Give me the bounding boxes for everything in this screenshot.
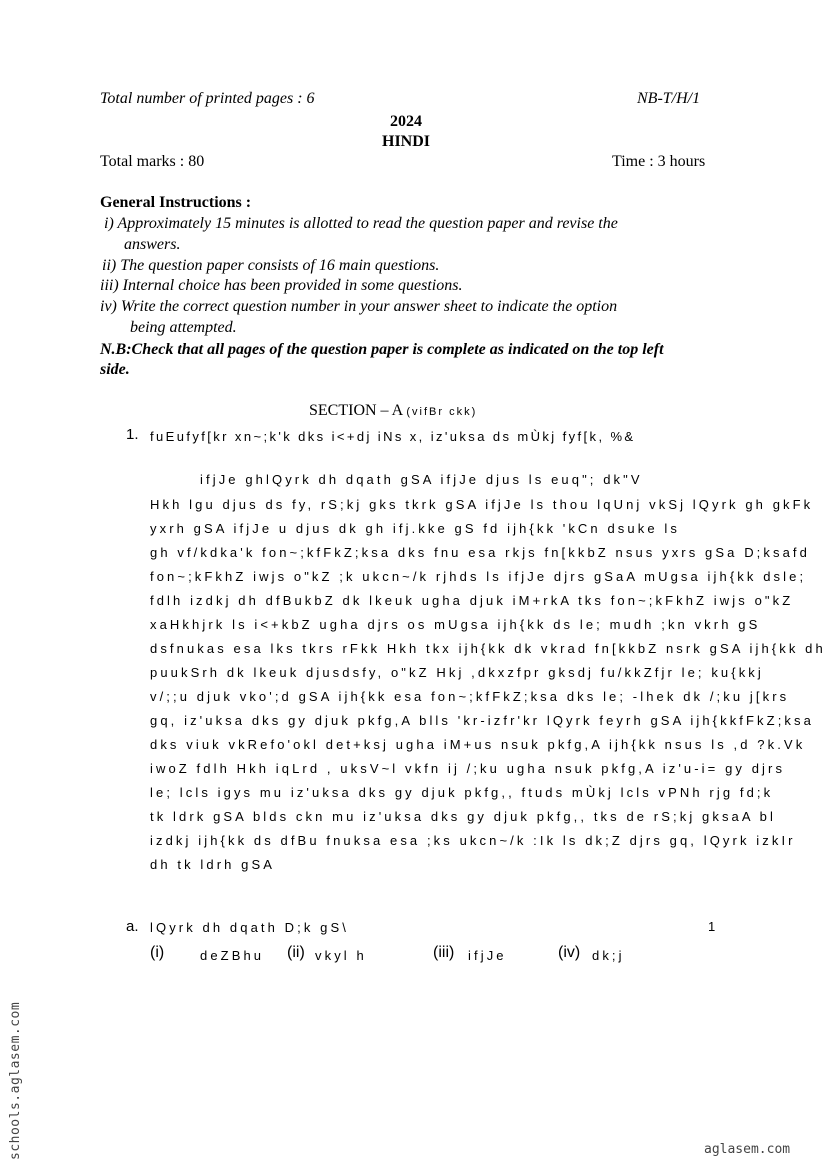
nb-note: N.B:Check that all pages of the question paper is complete as indicated on the top left [100, 341, 664, 358]
passage-line: izdkj ijh{kk ds dfBu fnuksa esa ;ks ukcn~/k :Ik ls dk;Z djrs gq, lQyrk izkIr [150, 833, 796, 848]
subquestion-marks: 1 [708, 919, 716, 934]
option-number: (i) [150, 944, 165, 961]
passage-line: iwoZ fdlh Hkh iqLrd , uksV~l vkfn ij /;ku ugha nsuk pkfg,A iz'u-i= gy djrs [150, 761, 786, 776]
instruction-item: iii) Internal choice has been provided in some questions. [100, 277, 463, 294]
subquestion-text: lQyrk dh dqath D;k gS\ [150, 920, 349, 935]
passage-line: puukSrh dk lkeuk djusdsfy, o"kZ Hkj ,dkxzfpr gksdj fu/kkZfjr le; ku{kkj [150, 665, 764, 680]
option-number: (iv) [558, 944, 581, 961]
option-number: (iii) [433, 944, 455, 961]
paper-code: NB-T/H/1 [637, 90, 701, 107]
question-prompt: fuEufyf[kr xn~;k'k dks i<+dj iNs x, iz'uksa ds mÙkj fyf[k, %& [150, 429, 636, 444]
nb-note-cont: side. [100, 361, 130, 378]
subject-title: HINDI [382, 133, 431, 150]
section-title: SECTION – A [309, 402, 403, 419]
passage-line: fon~;kFkhZ iwjs o"kZ ;k ukcn~/k rjhds ls ifjJe djrs gSaA mUgsa ijh{kk dsle; [150, 569, 807, 584]
passage-line: xaHkhjrk ls i<+kbZ ugha djrs os mUgsa ijh{kk ds le; mudh ;kn vkrh gS [150, 617, 761, 632]
option-text: dk;j [592, 948, 625, 963]
instruction-item: ii) The question paper consists of 16 main questions. [102, 257, 440, 274]
passage-line: fdlh izdkj dh dfBukbZ dk lkeuk ugha djuk iM+rkA tks fon~;kFkhZ iwjs o"kZ [150, 593, 794, 608]
option-number: (ii) [287, 944, 305, 961]
passage-line: Hkh lgu djus ds fy, rS;kj gks tkrk gSA ifjJe ls thou lqUnj vkSj lQyrk gh gkFk [150, 497, 814, 512]
passage-line: dsfnukas esa lks tkrs rFkk Hkh tkx ijh{kk dk vkrad fn[kkbZ nsrk gSA ijh{kk dh [150, 641, 826, 656]
side-watermark: schools.aglasem.com [8, 1001, 23, 1160]
passage-line: dh tk ldrh gSA [150, 857, 276, 872]
instruction-item: answers. [124, 236, 181, 253]
footer-watermark: aglasem.com [704, 1142, 791, 1157]
passage-line: yxrh gSA ifjJe u djus dk gh ifj.kke gS fd ijh{kk 'kCn dsuke ls [150, 521, 680, 536]
section-title-hindi: (vifBr ckk) [406, 406, 478, 418]
passage-line: tk ldrk gSA blds ckn mu iz'uksa dks gy djuk pkfg,, tks de rS;kj gksaA bl [150, 809, 776, 824]
section-heading [309, 402, 477, 420]
instruction-item: iv) Write the correct question number in your answer sheet to indicate the option [100, 298, 618, 315]
passage-line: ifjJe ghlQyrk dh dqath gSA ifjJe djus ls euq"; dk"V [200, 472, 643, 487]
option-text: vkyl h [315, 948, 367, 963]
exam-year: 2024 [390, 113, 422, 130]
option-text: deZBhu [200, 948, 265, 963]
total-pages: Total number of printed pages : 6 [100, 90, 315, 107]
time-allowed: Time : 3 hours [612, 153, 706, 170]
passage-line: le; lcls igys mu iz'uksa dks gy djuk pkfg,, ftuds mÙkj lcls vPNh rjg fd;k [150, 785, 774, 800]
passage-line: gh vf/kdka'k fon~;kfFkZ;ksa dks fnu esa rkjs fn[kkbZ nsus yxrs gSa D;ksafd [150, 545, 810, 560]
option-text: ifjJe [468, 948, 507, 963]
passage-line: dks viuk vkRefo'okl det+ksj ugha iM+us nsuk pkfg,A ijh{kk nsus ls ,d ?k.Vk [150, 737, 806, 752]
passage-line: v/;;u djuk vko';d gSA ijh{kk esa fon~;kfFkZ;ksa dks le; -lhek dk /;ku j[krs [150, 689, 790, 704]
total-marks: Total marks : 80 [100, 153, 205, 170]
instructions-title: General Instructions : [100, 194, 252, 211]
question-number: 1. [126, 426, 139, 443]
subquestion-label: a. [126, 918, 139, 935]
instruction-item: i) Approximately 15 minutes is allotted to read the question paper and revise the [104, 215, 618, 232]
passage-line: gq, iz'uksa dks gy djuk pkfg,A blls 'kr-izfr'kr lQyrk feyrh gSA ijh{kkfFkZ;ksa [150, 713, 814, 728]
instruction-item: being attempted. [130, 319, 237, 336]
